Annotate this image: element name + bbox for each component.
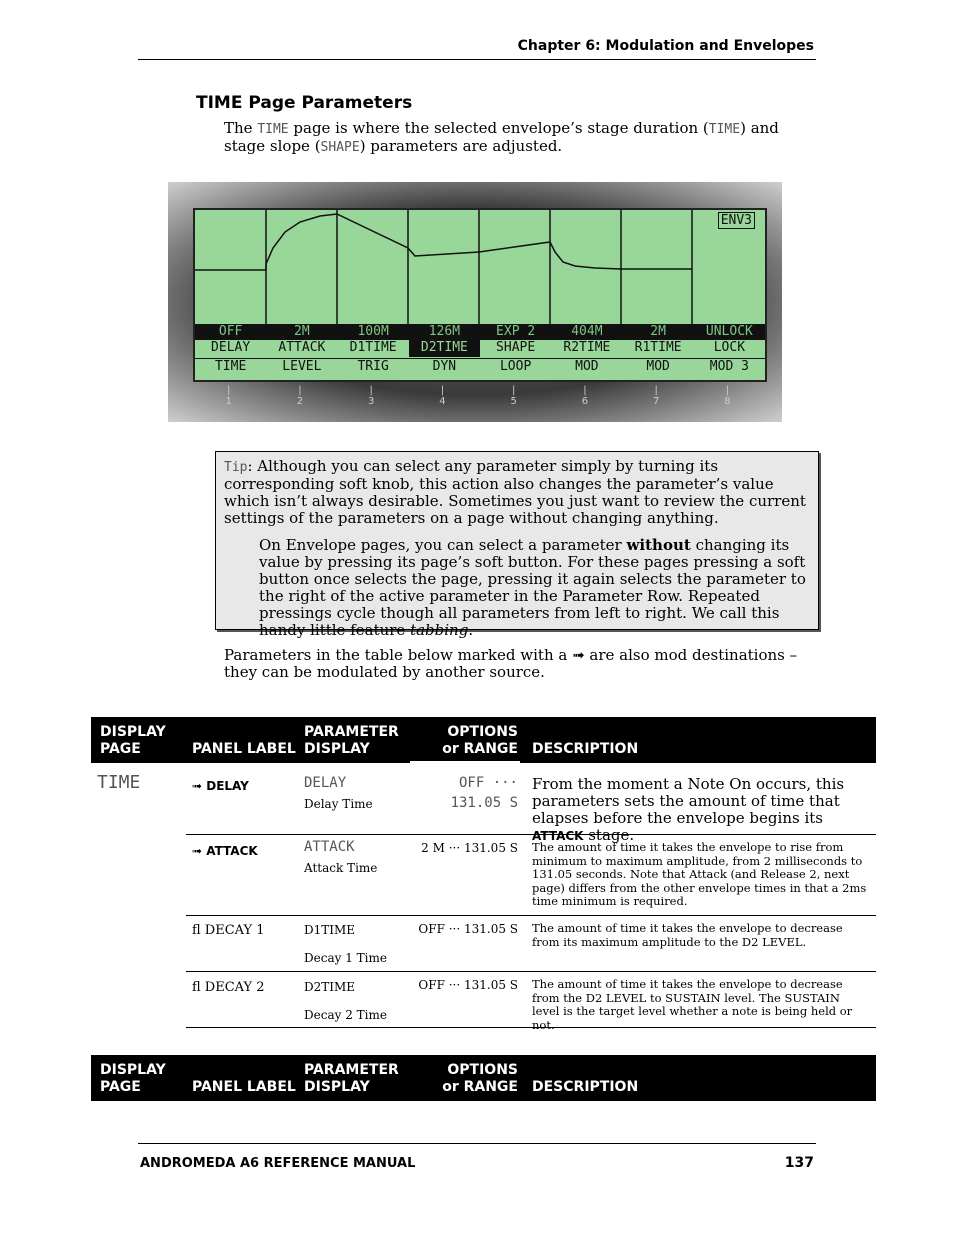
lcd-value: EXP 2 [496,324,536,339]
table-row [186,915,876,972]
lcd-page-tab: DYN [432,359,457,374]
parameter-description: The amount of time it takes the envelope to decrease from the D2 LEVEL to SUSTAIN level. The SUSTAIN level is the target level whether a note is being held or not. [532,977,853,1032]
parameter-name: Delay Time [304,797,373,811]
parameter-description: From the moment a Note On occurs, this parameters sets the amount of time that elapses before the envelope begins its ATTACK stage. [532,775,845,844]
knob-number: | 1 [225,385,232,407]
lcd-parameter-row [195,340,765,357]
lcd-page-tab: LOOP [499,359,532,374]
header-rule [138,59,816,60]
table-header: DISPLAY PAGE PANEL LABEL PARAMETER DISPLAY OPTIONS or RANGE DESCRIPTION [91,1055,876,1101]
lcd-screen [193,208,767,382]
intro-paragraph: The TIME page is where the selected envelope’s stage duration (TIME) and stage slope (SHAPE) parameters are adjusted. [224,119,779,155]
knob-number: | 3 [367,385,375,407]
knob-number: | 2 [296,385,304,407]
chapter-header: Chapter 6: Modulation and Envelopes [517,38,814,54]
section-heading: TIME Page Parameters [196,93,413,113]
parameter-description: The amount of time it takes the envelope to decrease from its maximum amplitude to the D2 LEVEL. [532,921,843,949]
intro-lcd-word: TIME [257,122,289,137]
lcd-value: 100M [357,324,389,339]
lcd-value: 126M [428,324,461,339]
parameter-name: Decay 1 Time [304,951,387,965]
knob-number: | 6 [581,385,589,407]
parameter-range: OFF ··· 131.05 S [418,922,518,936]
tip-paragraph-2: On Envelope pages, you can select a parameter without changing its value by pressing its page’s soft button. For these pages pressing a soft button once selects the page, pressing it again selects the parameter to the right of the active parameter in the Parameter Row. Repeated pressings cycle though all parameters from left to right. We call this handy little feature tabbing. [259,536,806,639]
knob-number: | 7 [652,385,660,407]
page-number: 137 [784,1155,814,1171]
lcd-parameter: LOCK [713,340,746,355]
lcd-page-tab: MOD 3 [709,359,749,374]
panel-label: ﬂ DECAY 2 [192,980,265,995]
parameter-name: Attack Time [304,861,378,875]
soft-knob-numbers [193,385,763,407]
parameter-range: 2 M ··· 131.05 S [421,841,518,855]
lcd-page-row [195,358,765,377]
lcd-page-tab: TRIG [357,359,389,374]
envelope-graph [195,210,765,324]
range-max: 131.05 S [450,795,518,811]
footer-rule [138,1143,816,1144]
tip-prefix: Tip [224,460,248,475]
intro-lcd-word: SHAPE [320,140,360,155]
parameter-range: OFF ··· 131.05 S [418,978,518,992]
lcd-page-tab: MOD [575,359,599,374]
table-row [186,763,876,844]
lcd-parameter: R1TIME [634,340,682,355]
panel-label: ﬂ DECAY 1 [192,923,265,938]
lcd-value-row [195,324,765,340]
table-row [186,971,876,1032]
lcd-value: OFF [218,324,243,339]
table-header: DISPLAY PAGE PANEL LABEL PARAMETER DISPLAY OPTIONS or RANGE DESCRIPTION [91,717,876,763]
knob-number: | 4 [439,385,446,407]
manual-title: ANDROMEDA A6 REFERENCE MANUAL [140,1156,416,1171]
lcd-parameter: D1TIME [349,340,397,355]
tip-paragraph-1: Tip: Although you can select any parameter simply by turning its corresponding soft knob, this action also changes the parameter’s value which isn’t always desirable. Sometimes you just want to review the current settings of the parameters on a page without changing anything. [224,457,806,527]
lcd-envelope-indicator: ENV3 [718,212,755,229]
parameter-display: ATTACK [304,839,355,855]
tip-box [215,451,819,639]
mod-destination-note: Parameters in the table below marked with a ➟ are also mod destinations – they can be modulated by another source. [224,646,798,681]
lcd-value: 2M [650,324,666,339]
lcd-parameter: SHAPE [496,340,536,355]
lcd-parameter-selected: D2TIME [409,340,480,357]
intro-lcd-word: TIME [708,122,741,137]
knob-number: | 8 [724,385,731,407]
knob-number: | 5 [510,385,517,407]
table-row [186,834,876,916]
lcd-value: 404M [571,324,603,339]
lcd-parameter: R2TIME [563,340,611,355]
lcd-page-tab: TIME [214,359,247,374]
parameter-display: D2TIME [304,980,356,994]
parameter-display: DELAY [304,775,347,791]
panel-label: ➟ DELAY [192,779,249,793]
parameter-description: The amount of time it takes the envelope to rise from minimum to maximum amplitude, from 2 milliseconds to 131.05 seconds. Note that Attack (and Release 2, next page) differs from the other envelope times in that a 2ms time minimum is required. [532,840,867,908]
panel-label: ➟ ATTACK [192,844,258,858]
parameter-display: D1TIME [304,923,356,937]
lcd-page-tab: LEVEL [282,359,322,374]
display-page-name: TIME [97,772,141,793]
lcd-page-tab: MOD [646,359,670,374]
lcd-parameter: DELAY [211,340,251,355]
lcd-value: UNLOCK [705,324,753,339]
parameter-name: Decay 2 Time [304,1008,387,1022]
range-min: OFF ··· [458,775,518,791]
lcd-parameter: ATTACK [278,340,326,355]
lcd-value: 2M [294,324,310,339]
